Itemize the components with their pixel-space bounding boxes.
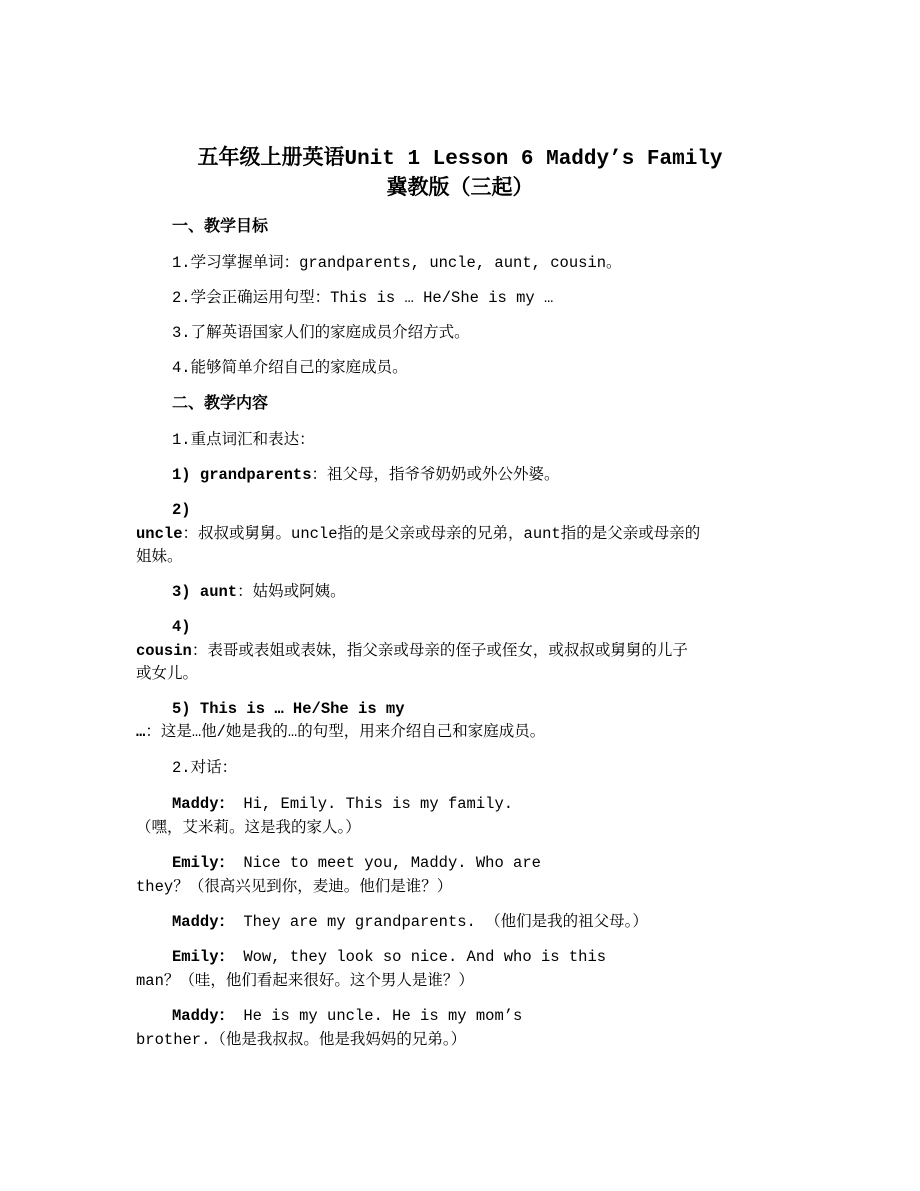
dialogue-speaker: Emily： bbox=[172, 854, 235, 872]
dialogue-speaker: Emily： bbox=[172, 948, 235, 966]
vocab-definition: ：表哥或表姐或表妹，指父亲或母亲的侄子或侄女，或叔叔或舅舅的儿子 bbox=[191, 642, 688, 660]
dialogue-text: Hi, Emily. This is my family. bbox=[234, 795, 514, 813]
objective-item-3: 3.了解英语国家人们的家庭成员介绍方式。 bbox=[172, 324, 470, 342]
dialogue-line-1-continued: （嘿，艾米莉。这是我的家人。） bbox=[136, 819, 361, 837]
vocab-num: 5) bbox=[172, 700, 200, 718]
section-heading-content: 二、教学内容 bbox=[172, 395, 269, 412]
vocab-item-2-line2: 姐妹。 bbox=[136, 548, 183, 566]
vocab-item-4-line2: 或女儿。 bbox=[136, 665, 199, 683]
vocab-item-2-line1 bbox=[136, 524, 700, 544]
dialogue-line-4 bbox=[172, 947, 606, 967]
vocab-definition: ：姑妈或阿姨。 bbox=[237, 583, 346, 601]
dialogue-text: They are my grandparents. （他们是我的祖父母。） bbox=[234, 913, 648, 931]
vocab-term: grandparents bbox=[199, 466, 312, 484]
vocab-term: uncle bbox=[136, 525, 183, 543]
dialogue-line-4-continued: man？（哇，他们看起来很好。这个男人是谁？） bbox=[136, 972, 474, 990]
objective-item-1: 1.学习掌握单词：grandparents, uncle, aunt, cousin。 bbox=[172, 254, 622, 272]
document-title-line2: 冀教版（三起） bbox=[386, 178, 534, 201]
vocab-definition: ：祖父母，指爷爷奶奶或外公外婆。 bbox=[311, 466, 560, 484]
dialogue-line-5-continued: brother.（他是我叔叔。他是我妈妈的兄弟。） bbox=[136, 1031, 467, 1049]
dialogue-speaker: Maddy： bbox=[172, 913, 235, 931]
vocab-item-4-line1 bbox=[136, 641, 688, 661]
section-heading-objectives: 一、教学目标 bbox=[172, 218, 269, 235]
vocab-num: 1) bbox=[172, 466, 200, 484]
vocab-term: aunt bbox=[199, 583, 238, 601]
vocab-term: cousin bbox=[136, 642, 192, 660]
dialogue-text: Wow, they look so nice. And who is this bbox=[234, 948, 607, 966]
content-sub-heading-dialogue: 2.对话： bbox=[172, 759, 238, 777]
vocab-item-2-num: 2) bbox=[172, 501, 191, 519]
document-title-line1: 五年级上册英语Unit 1 Lesson 6 Maddy’s Family bbox=[197, 148, 723, 171]
dialogue-speaker: Maddy： bbox=[172, 1007, 235, 1025]
dialogue-speaker: Maddy： bbox=[172, 795, 235, 813]
objective-item-4: 4.能够简单介绍自己的家庭成员。 bbox=[172, 359, 408, 377]
vocab-term: This is … He/She is my bbox=[199, 700, 405, 718]
vocab-item-3 bbox=[172, 582, 346, 602]
vocab-definition: ：叔叔或舅舅。uncle指的是父亲或母亲的兄弟，aunt指的是父亲或母亲的 bbox=[182, 525, 701, 543]
objective-item-2: 2.学会正确运用句型：This is … He/She is my … bbox=[172, 289, 554, 307]
dialogue-text: He is my uncle. He is my mom’s bbox=[234, 1007, 523, 1025]
dialogue-text: Nice to meet you, Maddy. Who are bbox=[234, 854, 541, 872]
vocab-item-1 bbox=[172, 465, 560, 485]
vocab-definition: ：这是…他/她是我的…的句型，用来介绍自己和家庭成员。 bbox=[145, 723, 546, 741]
dialogue-line-5 bbox=[172, 1006, 522, 1026]
dialogue-line-2-continued: they？（很高兴见到你，麦迪。他们是谁？） bbox=[136, 878, 453, 896]
content-sub-heading-vocab: 1.重点词汇和表达： bbox=[172, 431, 315, 449]
vocab-item-5-line1 bbox=[172, 699, 405, 719]
dialogue-line-3 bbox=[172, 912, 648, 932]
dialogue-line-2 bbox=[172, 853, 541, 873]
dialogue-line-1 bbox=[172, 794, 513, 814]
vocab-term-continued: … bbox=[136, 723, 146, 741]
vocab-num: 3) bbox=[172, 583, 200, 601]
vocab-item-5-line2 bbox=[136, 722, 545, 742]
vocab-item-4-num: 4) bbox=[172, 618, 191, 636]
